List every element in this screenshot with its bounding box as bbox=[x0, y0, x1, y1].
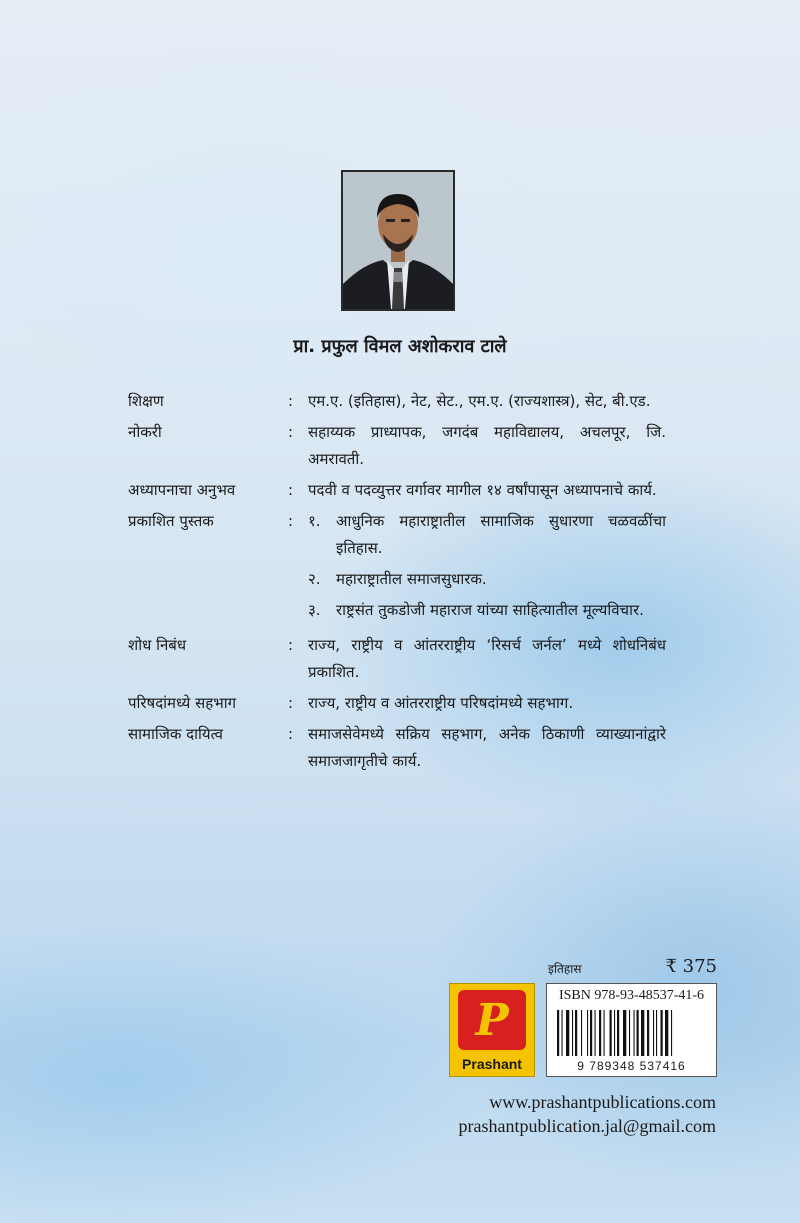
bio-colon: : bbox=[288, 423, 294, 441]
bio-row-experience bbox=[128, 477, 666, 504]
bio-label: शोध निबंध bbox=[128, 636, 187, 654]
bio-value: समाजसेवेमध्ये सक्रिय सहभाग, अनेक ठिकाणी व्याख्यानांद्वारे समाजजागृतीचे कार्य. bbox=[308, 725, 666, 770]
bio-label: प्रकाशित पुस्तक bbox=[128, 512, 214, 530]
bio-row-research bbox=[128, 632, 666, 686]
author-portrait-image bbox=[343, 172, 453, 309]
publisher-name: Prashant bbox=[462, 1056, 522, 1072]
publisher-logo bbox=[449, 983, 535, 1077]
isbn-text: ISBN 978-93-48537-41-6 bbox=[558, 988, 705, 1003]
bio-row-books bbox=[128, 508, 666, 628]
author-name: प्रा. प्रफुल विमल अशोकराव टाले bbox=[293, 336, 507, 357]
list-item bbox=[308, 597, 666, 624]
barcode-icon bbox=[557, 1010, 707, 1056]
bio-colon: : bbox=[288, 512, 294, 530]
bio-value: एम.ए. (इतिहास), नेट, सेट., एम.ए. (राज्यशास्त्र), सेट, बी.एड. bbox=[308, 392, 651, 410]
isbn-barcode bbox=[546, 983, 717, 1077]
bio-row-job bbox=[128, 419, 666, 473]
book-title: महाराष्ट्रातील समाजसुधारक. bbox=[336, 570, 487, 588]
subject-label: इतिहास bbox=[548, 962, 582, 976]
book-number: ३. bbox=[308, 601, 321, 619]
bio-row-education bbox=[128, 388, 666, 415]
list-item bbox=[308, 566, 666, 593]
list-item bbox=[308, 508, 666, 562]
barcode-number: 9 789348 537416 bbox=[577, 1059, 686, 1073]
publisher-logo-mark: P bbox=[458, 990, 526, 1050]
bio-label: अध्यापनाचा अनुभव bbox=[128, 481, 236, 499]
bio-label: नोकरी bbox=[128, 423, 162, 441]
bio-value: सहाय्यक प्राध्यापक, जगदंब महाविद्यालय, अचलपूर, जि. अमरावती. bbox=[308, 423, 666, 468]
bio-colon: : bbox=[288, 636, 294, 654]
bio-colon: : bbox=[288, 694, 294, 712]
book-title: आधुनिक महाराष्ट्रातील सामाजिक सुधारणा चळवळींचा इतिहास. bbox=[336, 512, 666, 557]
bio-value: राज्य, राष्ट्रीय व आंतरराष्ट्रीय ‘रिसर्च जर्नल’ मध्ये शोधनिबंध प्रकाशित. bbox=[308, 636, 666, 681]
book-number: २. bbox=[308, 570, 321, 588]
bio-colon: : bbox=[288, 725, 294, 743]
bio-row-social bbox=[128, 721, 666, 775]
bio-value: पदवी व पदव्युत्तर वर्गावर मागील १४ वर्षांपासून अध्यापनाचे कार्य. bbox=[308, 481, 657, 499]
email-link[interactable]: prashantpublication.jal@gmail.com bbox=[458, 1116, 716, 1136]
bio-label: परिषदांमध्ये सहभाग bbox=[128, 694, 237, 712]
bio-label: शिक्षण bbox=[128, 392, 164, 410]
author-bio bbox=[128, 388, 666, 779]
author-photo bbox=[341, 170, 455, 311]
bio-row-conferences bbox=[128, 690, 666, 717]
website-link[interactable]: www.prashantpublications.com bbox=[489, 1092, 716, 1112]
book-title: राष्ट्रसंत तुकडोजी महाराज यांच्या साहित्यातील मूल्यविचार. bbox=[336, 601, 644, 619]
bio-label: सामाजिक दायित्व bbox=[128, 725, 223, 743]
published-books-list bbox=[308, 508, 666, 628]
bio-colon: : bbox=[288, 392, 294, 410]
bio-value: राज्य, राष्ट्रीय व आंतरराष्ट्रीय परिषदांमध्ये सहभाग. bbox=[308, 694, 574, 712]
book-number: १. bbox=[308, 512, 321, 530]
price: ₹ 375 bbox=[665, 956, 717, 977]
publisher-contact bbox=[458, 1090, 716, 1138]
bio-colon: : bbox=[288, 481, 294, 499]
